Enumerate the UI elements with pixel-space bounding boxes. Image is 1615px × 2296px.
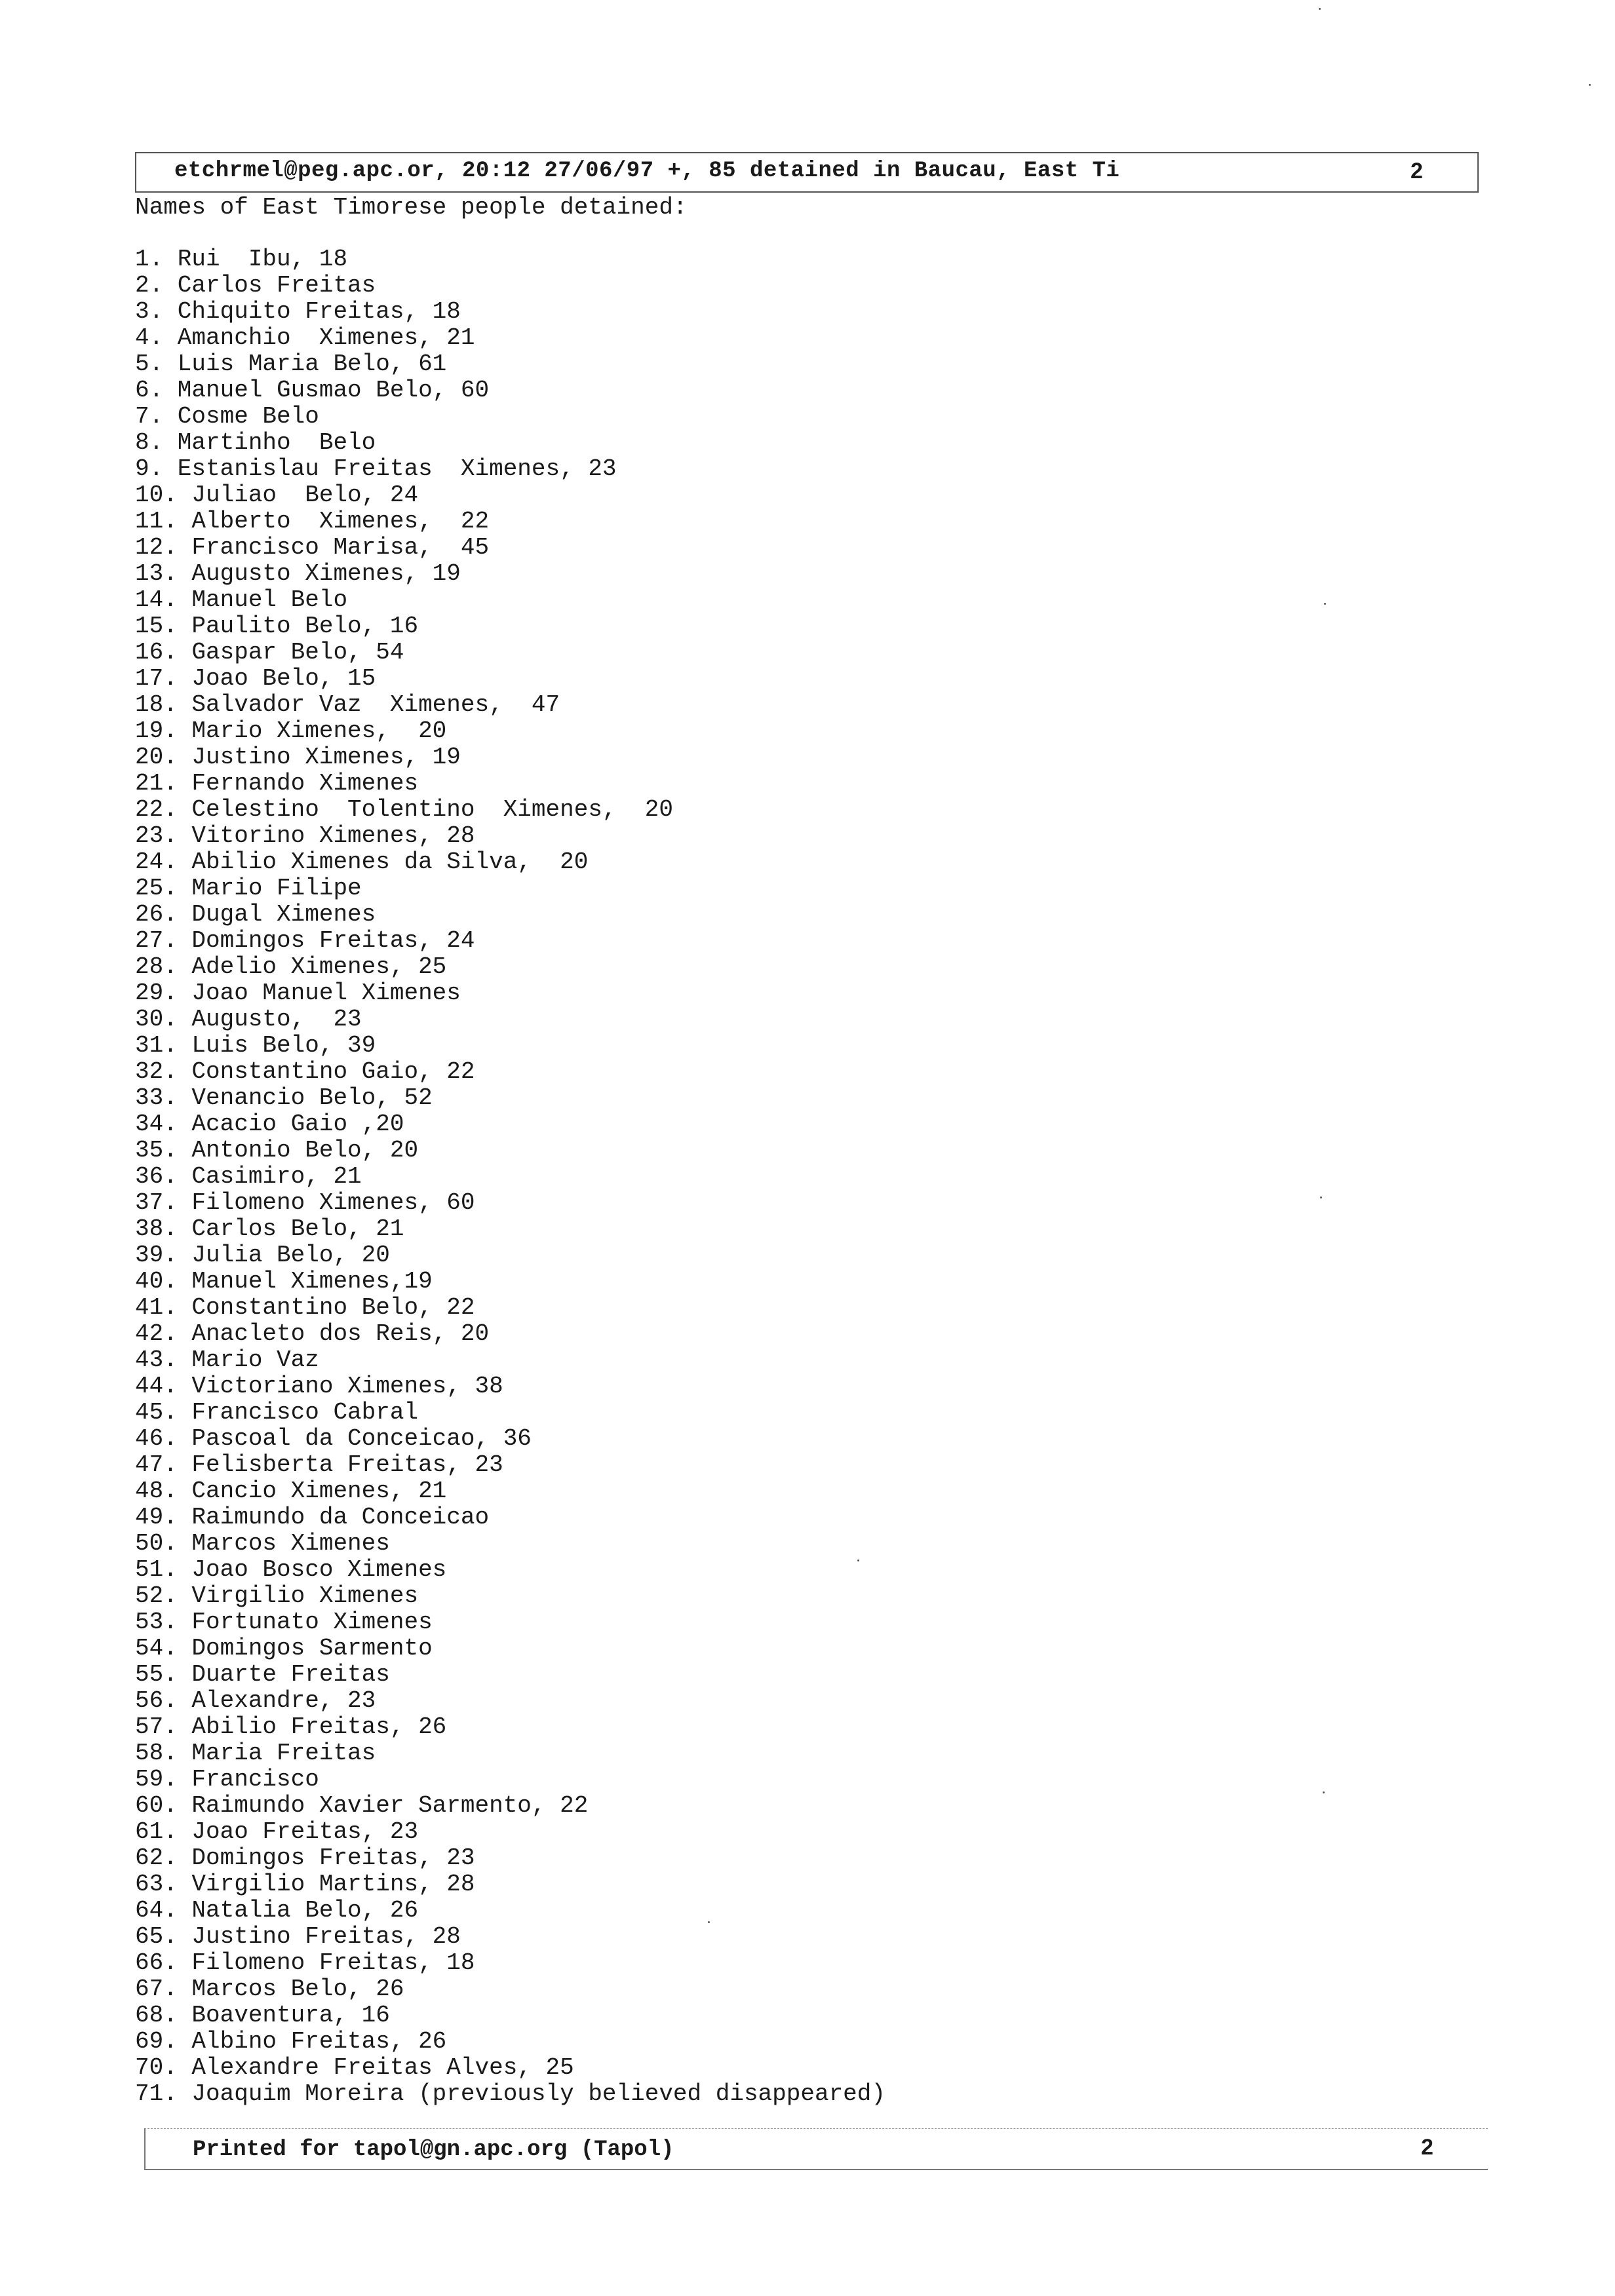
scan-speck [1323,1791,1325,1793]
detainee-list-item: 38. Carlos Belo, 21 [135,1215,404,1242]
detainee-list-item: 63. Virgilio Martins, 28 [135,1871,475,1898]
detainee-list-item: 71. Joaquim Moreira (previously believed disappeared) [135,2080,885,2107]
detainee-list-item: 25. Mario Filipe [135,875,362,902]
detainee-list-item: 66. Filomeno Freitas, 18 [135,1949,475,1976]
detainee-list-item: 61. Joao Freitas, 23 [135,1818,419,1845]
detainee-list-item: 59. Francisco [135,1766,319,1793]
detainee-list-item: 13. Augusto Ximenes, 19 [135,560,461,587]
detainee-list-item: 43. Mario Vaz [135,1347,319,1373]
detainee-list-item: 62. Domingos Freitas, 23 [135,1845,475,1871]
detainee-list-item: 41. Constantino Belo, 22 [135,1294,475,1321]
detainee-list-item: 67. Marcos Belo, 26 [135,1976,404,2002]
detainee-list-item: 26. Dugal Ximenes [135,901,376,928]
detainee-list-item: 34. Acacio Gaio ,20 [135,1111,404,1138]
detainee-list-item: 42. Anacleto dos Reis, 20 [135,1320,490,1347]
detainee-list-item: 33. Venancio Belo, 52 [135,1084,433,1111]
detainee-list-item: 8. Martinho Belo [135,429,376,456]
header-page-number: 2 [1411,159,1423,183]
detainee-list-item: 27. Domingos Freitas, 24 [135,927,475,954]
detainee-list-item: 46. Pascoal da Conceicao, 36 [135,1425,532,1452]
detainee-list-item: 17. Joao Belo, 15 [135,665,376,692]
detainee-list-item: 70. Alexandre Freitas Alves, 25 [135,2054,574,2081]
detainee-list-item: 51. Joao Bosco Ximenes [135,1556,447,1583]
detainee-list-item: 2. Carlos Freitas [135,272,376,299]
detainee-list-item: 4. Amanchio Ximenes, 21 [135,324,475,351]
detainee-list-item: 1. Rui Ibu, 18 [135,246,348,273]
detainee-list-item: 21. Fernando Ximenes [135,770,419,797]
detainee-list-item: 3. Chiquito Freitas, 18 [135,298,461,325]
list-intro: Names of East Timorese people detained: [135,194,688,221]
detainee-list-item: 16. Gaspar Belo, 54 [135,639,404,666]
detainee-list-item: 37. Filomeno Ximenes, 60 [135,1189,475,1216]
detainee-list-item: 48. Cancio Ximenes, 21 [135,1478,447,1504]
detainee-list-item: 55. Duarte Freitas [135,1661,390,1688]
detainee-list-item: 58. Maria Freitas [135,1740,376,1767]
detainee-list-item: 64. Natalia Belo, 26 [135,1897,419,1924]
scan-speck [708,1921,710,1923]
detainee-list-item: 7. Cosme Belo [135,403,319,430]
detainee-list-item: 50. Marcos Ximenes [135,1530,390,1557]
detainee-list-item: 40. Manuel Ximenes,19 [135,1268,433,1295]
detainee-list-item: 11. Alberto Ximenes, 22 [135,508,490,535]
detainee-list-item: 19. Mario Ximenes, 20 [135,718,447,744]
detainee-list-item: 6. Manuel Gusmao Belo, 60 [135,377,490,404]
detainee-list-item: 18. Salvador Vaz Ximenes, 47 [135,691,560,718]
detainee-list-item: 65. Justino Freitas, 28 [135,1923,461,1950]
detainee-list-item: 36. Casimiro, 21 [135,1163,362,1190]
detainee-list-item: 49. Raimundo da Conceicao [135,1504,490,1531]
scan-speck [1320,1196,1322,1198]
detainee-list-item: 9. Estanislau Freitas Ximenes, 23 [135,455,617,482]
detainee-list-item: 52. Virgilio Ximenes [135,1582,419,1609]
footer-printed-for: Printed for tapol@gn.apc.org (Tapol) [193,2137,674,2162]
detainee-list-item: 68. Boaventura, 16 [135,2002,390,2029]
detainee-list-item: 5. Luis Maria Belo, 61 [135,351,447,377]
scan-speck [1319,8,1321,10]
detainee-list-item: 54. Domingos Sarmento [135,1635,433,1662]
detainee-list-item: 35. Antonio Belo, 20 [135,1137,419,1164]
detainee-list-item: 39. Julia Belo, 20 [135,1242,390,1269]
detainee-list-item: 30. Augusto, 23 [135,1006,362,1033]
detainee-list-item: 28. Adelio Ximenes, 25 [135,953,447,980]
detainee-list-item: 69. Albino Freitas, 26 [135,2028,447,2055]
detainee-list-item: 53. Fortunato Ximenes [135,1609,433,1636]
detainee-list-item: 32. Constantino Gaio, 22 [135,1058,475,1085]
detainee-list-item: 47. Felisberta Freitas, 23 [135,1451,503,1478]
scan-speck [1589,84,1591,86]
detainee-list-item: 31. Luis Belo, 39 [135,1032,376,1059]
detainee-list [135,246,885,2107]
detainee-list-item: 56. Alexandre, 23 [135,1687,376,1714]
detainee-list-item: 22. Celestino Tolentino Ximenes, 20 [135,796,673,823]
footer-page-number: 2 [1421,2135,1433,2160]
detainee-list-item: 10. Juliao Belo, 24 [135,482,419,508]
scan-speck [1324,603,1326,605]
detainee-list-item: 29. Joao Manuel Ximenes [135,980,461,1006]
detainee-list-item: 14. Manuel Belo [135,586,348,613]
header-message-info: etchrmel@peg.apc.or, 20:12 27/06/97 +, 85 detained in Baucau, East Ti [174,159,1120,183]
detainee-list-item: 23. Vitorino Ximenes, 28 [135,822,475,849]
scan-speck [857,1559,859,1561]
detainee-list-item: 12. Francisco Marisa, 45 [135,534,490,561]
detainee-list-item: 15. Paulito Belo, 16 [135,613,419,640]
detainee-list-item: 20. Justino Ximenes, 19 [135,744,461,771]
detainee-list-item: 60. Raimundo Xavier Sarmento, 22 [135,1792,589,1819]
detainee-list-item: 44. Victoriano Ximenes, 38 [135,1373,503,1400]
detainee-list-item: 24. Abilio Ximenes da Silva, 20 [135,849,589,875]
detainee-list-item: 45. Francisco Cabral [135,1399,419,1426]
detainee-list-item: 57. Abilio Freitas, 26 [135,1713,447,1740]
